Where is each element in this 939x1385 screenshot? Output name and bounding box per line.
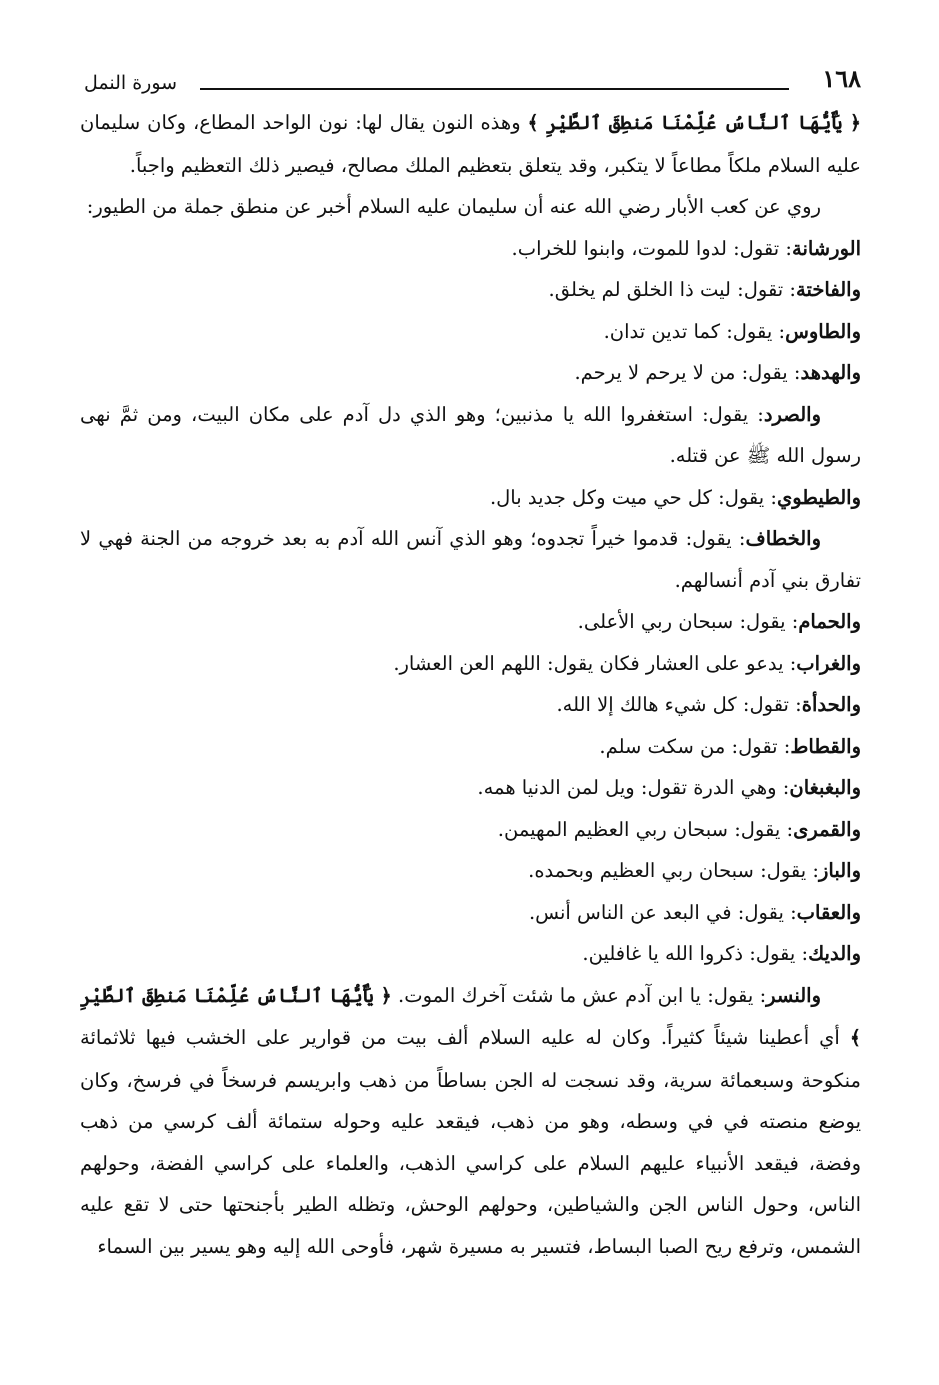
bird-name: والفاختة [796,278,861,301]
page-number: ١٦٨ [822,64,861,93]
bird-entry [80,767,861,809]
bird-name: والباز [818,859,861,882]
bird-saying: : يقول: في البعد عن الناس أنس. [528,900,797,924]
bird-saying: : يقول: كل حي ميت وكل جديد بال. [489,485,777,509]
bird-entry [80,933,861,975]
bird-name: والعقاب [796,900,861,924]
bird-entry [80,311,861,353]
bird-saying: : تقول: من سكت سلم. [599,734,791,758]
surah-name: سورة النمل [84,72,178,94]
quran-verse: ﴿ يَٰأَيُّهَا ٱلنَّاسُ عُلِّمْنَا مَنطِقَ ٱلطَّيْرِ ﴾ [527,112,861,134]
bird-entry [80,643,861,685]
bird-entry [80,477,861,519]
bird-saying: : يقول: قدموا خيراً تجدوه؛ وهو الذي آنس الله آدم به بعد خروجه من الجنة فهي لا تفارق بني آدم أنسالهم. [80,527,861,592]
header-rule [200,88,789,90]
bird-entry [80,518,861,601]
bird-saying: : تقول: لدوا للموت، وابنوا للخراب. [511,236,792,260]
opening-paragraph [80,102,861,186]
page-header [80,62,861,102]
bird-name: والهدهد [800,361,861,384]
bird-entry [80,601,861,643]
bird-entry [80,726,861,768]
bird-name: والقطاط [790,734,861,758]
bird-name: الورشانة [791,236,861,260]
bird-name: والبغبغان [789,776,861,799]
bird-entry [80,269,861,311]
bird-name: والطيطوي [777,485,861,509]
bird-entry [80,850,861,892]
bird-name: والقمرى [793,817,861,841]
bird-saying: : تقول: كل شيء هالك إلا الله. [556,693,802,716]
quran-verse: ﴿ يَٰأَيُّهَا ٱلنَّاسُ عُلِّمْنَا مَنطِقَ ٱلطَّيْرِ ﴾ [80,984,861,1049]
intro-paragraph: روي عن كعب الأبار رضي الله عنه أن سليمان عليه السلام أخبر عن منطق جملة من الطيور: [86,195,821,218]
bird-entry [80,892,861,934]
opening-text: وهذه النون يقال لها: نون الواحد المطاع، وكان سليمان عليه السلام ملكاً مطاعاً لا يتكبر، وقد يتعلق بتعظيم الملك مصالح، فيصير ذلك التعظيم واجباً. [80,111,861,177]
bird-name: والغراب [796,651,861,675]
bird-saying: : يدعو على العشار فكان يقول: اللهم العن العشار. [393,651,797,675]
bird-entry [80,352,861,394]
bird-entry [80,228,861,270]
bird-name: والخطاف [745,527,821,550]
bird-saying: : يقول: من لا يرحم لا يرحم. [574,361,801,384]
bird-saying: : يقول: يا ابن آدم عش ما شئت آخرك الموت. [391,983,767,1007]
bird-saying: : تقول: ليت ذا الخلق لم يخلق. [548,278,797,301]
bird-saying: : يقول: كما تدين تدان. [603,319,786,343]
bird-saying: : يقول: استغفروا الله يا مذنبين؛ وهو الذي دل آدم على مكان البيت، ومن ثمَّ نهى رسول الله ﷺ عن قتله. [80,402,861,467]
bird-entry [80,809,861,851]
bird-saying: : يقول: سبحان ربي العظيم وبحمده. [528,859,819,882]
bird-name: والصرد [763,402,821,426]
bird-saying: : وهي الدرة تقول: ويل لمن الدنيا همه. [477,776,790,799]
bird-name: والحدأة [801,693,861,716]
bird-name: والنسر [766,983,821,1007]
bird-name: والديك [808,942,861,965]
bird-saying: : يقول: ذكروا الله يا غافلين. [582,942,809,965]
closing-text: أي أعطينا شيئاً كثيراً. وكان له عليه السلام ألف بيت من قوارير على الخشب فيها ثلاثمائة منكوحة وسبعمائة سرية، وقد نسجت له الجن بساطاً من ذهب وابريسم فرسخاً في فرسخ، وكان يوضع منصته في في وسطه، وهو من ذهب، فيقعد عليه وحوله ستمائة ألف كرسي من ذهب وفضة، فيقعد الأنبياء عليهم السلام على كراسي الذهب، والعلماء على كراسي الفضة، وحولهم الناس، وحول الناس الجن والشياطين، وحولهم الوحش، وتظله الطير بأجنحتها حتى لا تقع عليه الشمس، وترفع ريح الصبا البساط، فتسير به مسيرة شهر، فأوحى الله إليه وهو يسير بين السماء [80,1026,861,1258]
bird-entry [80,394,861,477]
bird-entry [80,684,861,726]
closing-paragraph [80,975,861,1268]
bird-saying: : يقول: سبحان ربي الأعلى. [577,610,799,633]
bird-saying: : يقول: سبحان ربي العظيم المهيمن. [497,817,794,841]
page-body [80,102,861,1267]
bird-name: والطاوس [785,319,861,343]
bird-name: والحمام [798,610,861,633]
